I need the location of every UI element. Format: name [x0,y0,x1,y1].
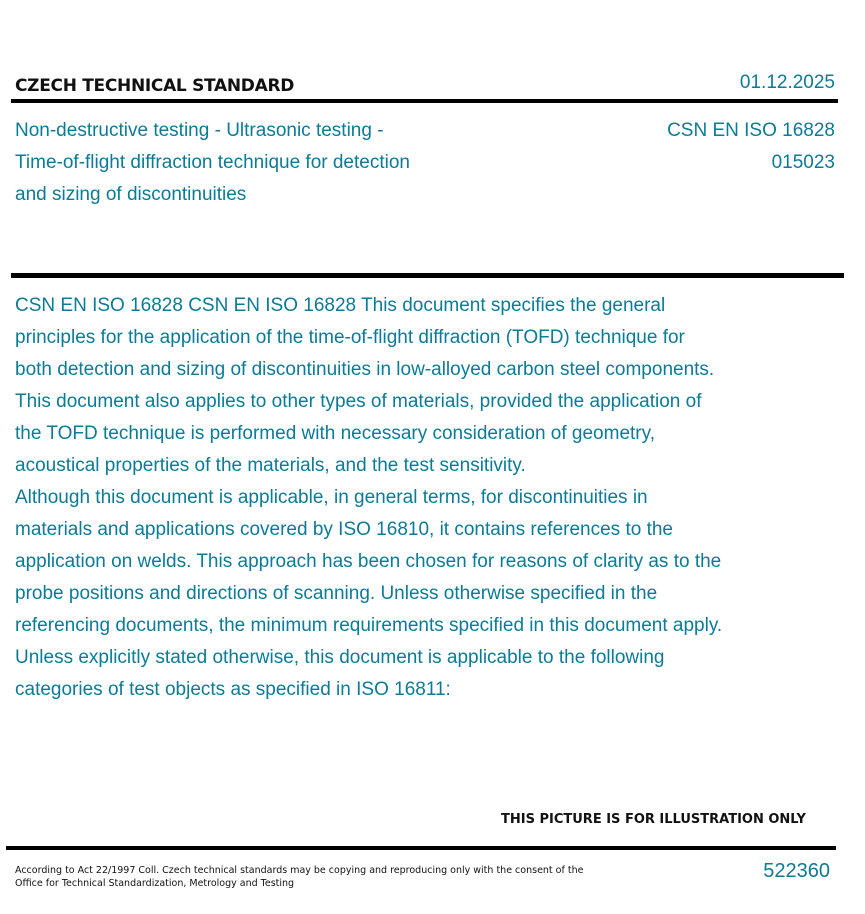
section-rule [11,273,844,278]
standard-title: Non-destructive testing - Ultrasonic testing - Time-of-flight diffraction technique for detection and sizing of discontinuities [15,120,410,205]
footer-number: 522360 [763,860,830,882]
illustration-note: THIS PICTURE IS FOR ILLUSTRATION ONLY [501,812,806,827]
footer-rule [6,846,836,850]
abstract [15,290,725,706]
header-label: CZECH TECHNICAL STANDARD [15,76,295,96]
class-number: 015023 [771,152,835,173]
standard-code: CSN EN ISO 16828 [667,120,835,141]
issue-date: 01.12.2025 [739,72,835,93]
header-rule [11,99,838,103]
standard-code-block [667,115,835,179]
abstract-text: CSN EN ISO 16828 CSN EN ISO 16828 This document specifies the general principles for the application of the time-of-flight diffraction (TOFD) technique for both detection and sizing of discontinuities in low-alloyed carbon steel components. This document also applies to other types of materials, provided the application of the TOFD technique is performed with necessary consideration of geometry, acoustical properties of the materials, and the test sensitivity. Although this document is applicable, in general terms, for discontinuities in materials and applications covered by ISO 16810, it contains references to the application on welds. This approach has been chosen for reasons of clarity as to the probe positions and directions of scanning. Unless otherwise specified in the referencing documents, the minimum requirements specified in this document apply. Unless explicitly stated otherwise, this document is applicable to the following categories of test objects as specified in ISO 16811: [15,295,723,700]
legal-notice: According to Act 22/1997 Coll. Czech technical standards may be copying and reproducing only with the consent of the Office for Technical Standardization, Metrology and Testing [15,865,584,889]
